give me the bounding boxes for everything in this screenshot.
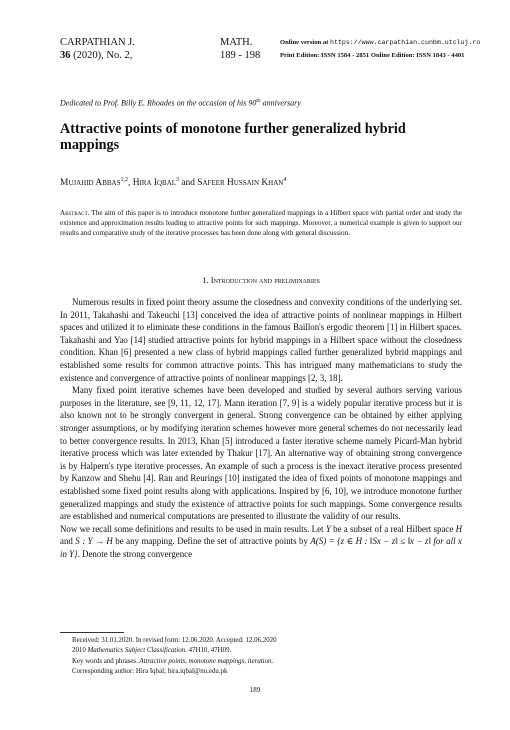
dedication: Dedicated to Prof. Billy E. Rhoades on the occasion of his 90th anniversary — [60, 98, 301, 108]
issn-line: Print Edition: ISSN 1584 - 2851 Online Edition: ISSN 1843 - 4401 — [280, 52, 465, 59]
journal-name: CARPATHIAN J. — [60, 37, 135, 48]
body-text — [60, 296, 462, 560]
corresponding-author: Corresponding author: Hira Iqbal; hira.iqbal@nu.edu.pk — [72, 667, 228, 675]
author-name: Mujahid Abbas — [60, 178, 121, 189]
journal-editions — [280, 36, 480, 62]
journal-header — [60, 36, 481, 64]
journal-info — [60, 36, 135, 62]
math-mapping: S : Y → H — [75, 536, 113, 547]
section-heading: 1. Introduction and preliminaries — [202, 275, 320, 285]
paragraph: Many fixed point iterative schemes have been developed and studied by several authors serving various purposes in the literature, see [9, 11, 12, 17]. Mann iteration [7, 9] is a widely popular iterative process but it is also known not to be strongly convergent in general. Strong convergence can be obtained by either applying stronger assumptions, or by modifying iteration schemes however more general schemes do not necessarily lead to better convergence results. In 2013, Khan [5] introduced a faster iterative scheme namely Picard-Man hybrid iterative process which was later extended by Thakur [17]. An alternative way of obtaining strong convergence is by Halpern's type iterative processes. An example of such a process is the inexact iterative process presented by Kanzow and Shehu [4]. Ran and Reurings [10] instigated the idea of fixed points of monotone mappings and established some fixed point results along with applications. Inspired by [6, 10], we introduce monotone further generalized mappings and study the existence of attractive points for such mappings. Some convergence results are established and numerical computations are presented to illustrate the validity of our results. — [60, 385, 462, 522]
abstract-text: The aim of this paper is to introduce monotone further generalized mappings in a Hilbert space with partial order and study the existence and approximation results leading to attractive points for such mappings. Moreover, a numerical example is given to support our results and comparative study of the iterative processes has been done along with general discussion. — [60, 209, 462, 237]
paragraph: Numerous results in fixed point theory assume the closedness and convexity conditions of the underlying set. In 2011, Takahashi and Takeuchi [13] conceived the idea of attractive points of nonlinear mappings in Hilbert spaces and utilized it to eliminate these conditions in the famous Baillon's ergodic theorem [1] in Hilbert spaces. Takahashi and Yao [14] studied attractive points for hybrid mappings in a Hilbert space without the closedness condition. Khan [6] presented a new class of hybrid mappings called further generalized hybrid mappings and established some results for common attractive points. This has intrigued many mathematicians to study the existence and convergence of attractive points of nonlinear mappings [2, 3, 18]. — [60, 297, 462, 383]
math-definition: A(S) = {z ∈ H : ‖Sx − z‖ ≤ ‖x − z‖ for all x in Y} — [60, 536, 462, 559]
journal-volume: 36 (2020), No. 2, — [60, 50, 133, 61]
journal-url[interactable]: https://www.carpathian.cunbm.utcluj.ro — [330, 39, 481, 46]
online-version: Online version at https://www.carpathian.cunbm.utcluj.ro — [280, 39, 481, 46]
keywords: Key words and phrases. Attractive points, monotone mappings, iteration. — [72, 657, 274, 665]
abstract-label: Abstract. — [60, 209, 90, 217]
journal-subject: MATH. — [220, 37, 253, 48]
journal-pages: 189 - 198 — [220, 50, 261, 61]
footnotes — [72, 636, 462, 677]
footnote-rule — [60, 632, 124, 633]
received-dates: Received: 31.01.2020. In revised form: 12.06.2020. Accepted: 12.06.2020 — [72, 637, 277, 644]
author-list: Mujahid Abbas$^{1,2}$, Hira Iqbal$^3$ and Safeer Hussain Khan$^4$ — [60, 177, 287, 189]
paper-title: Attractive points of monotone further generalized hybrid mappings — [60, 121, 406, 153]
journal-subject-pages — [220, 36, 260, 62]
author-name: Hira Iqbal — [132, 178, 177, 189]
paragraph: Now we recall some definitions and results to be used in main results. Let Y be a subset of a real Hilbert space H and S : Y → H be any mapping. Define the set of attractive points by A(S) = {z ∈ H : ‖Sx − z‖ ≤ ‖x − z‖ for all x in Y}. Denote the strong convergence — [60, 523, 463, 559]
author-name: Safeer Hussain Khan — [197, 178, 284, 189]
page-number: 189 — [249, 686, 261, 694]
abstract — [60, 208, 462, 238]
msc-classification: 2010 Mathematics Subject Classification. 47H10, 47H09. — [72, 647, 232, 655]
